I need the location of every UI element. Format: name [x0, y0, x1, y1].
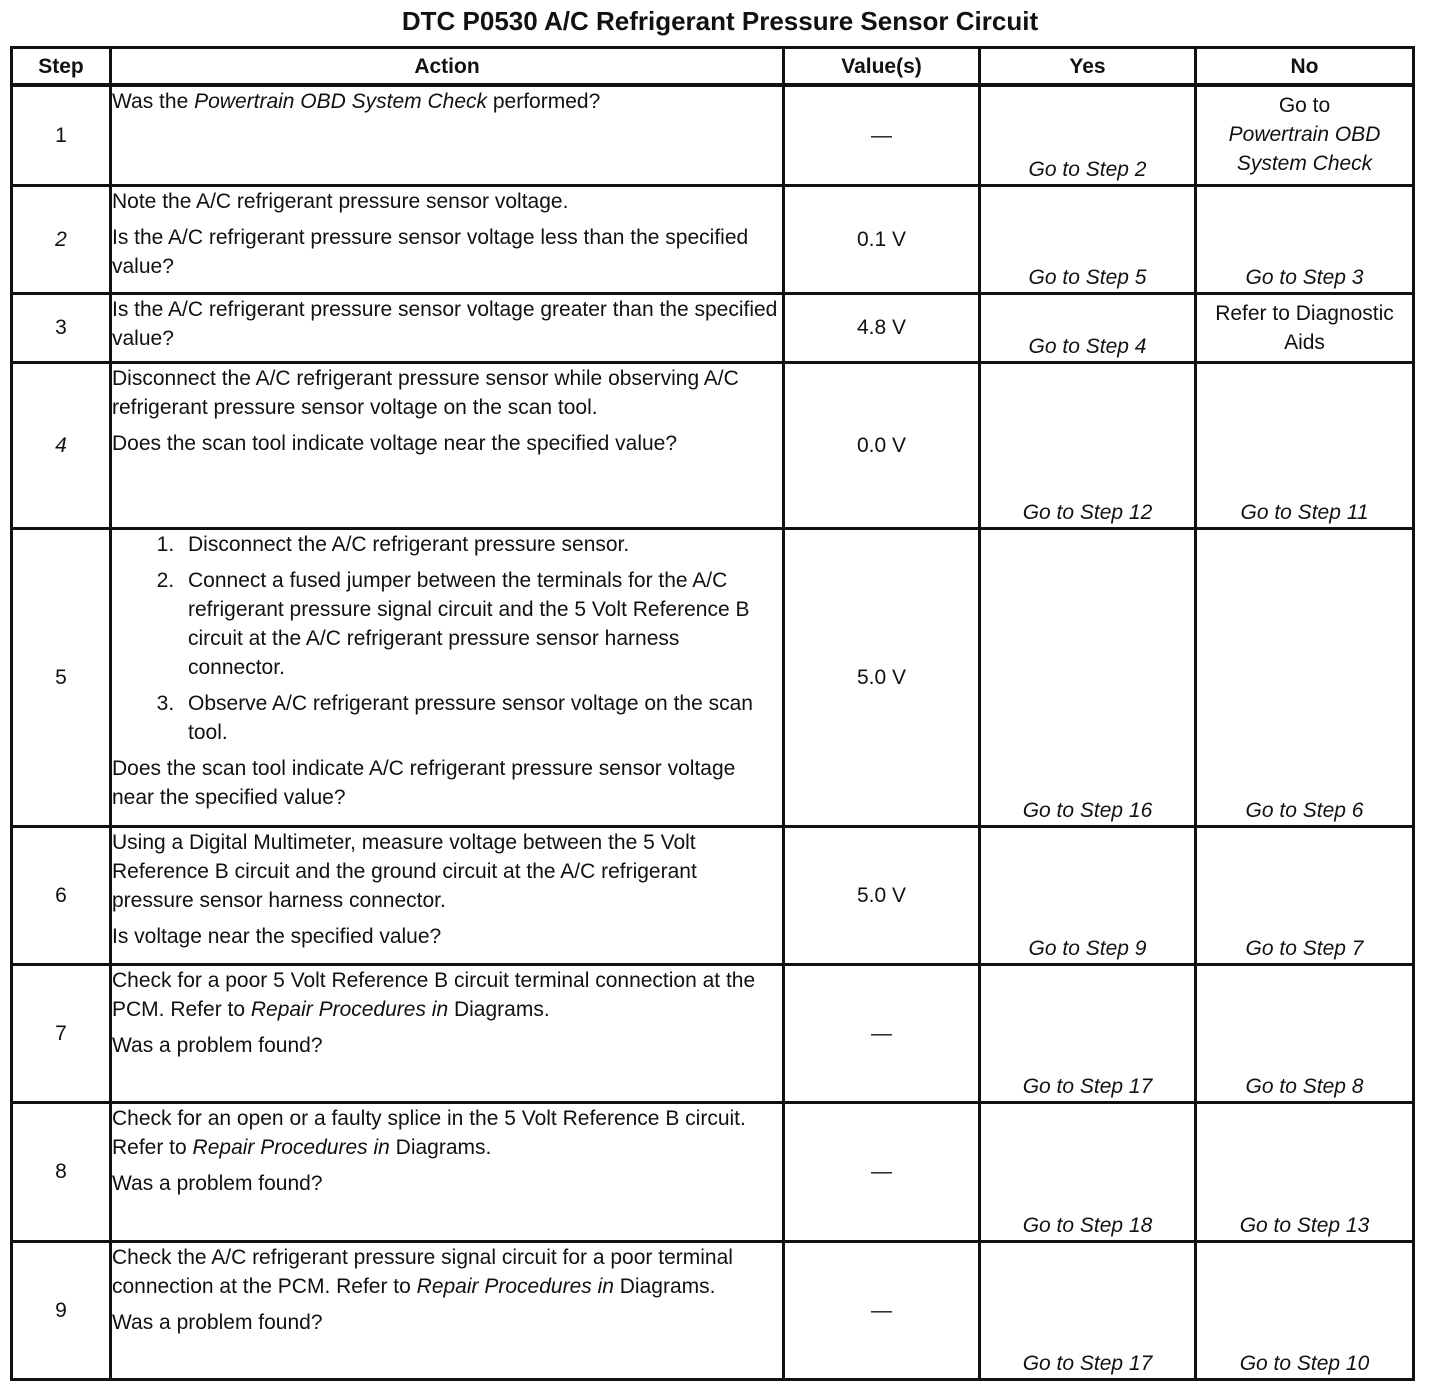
action-cell: [111, 185, 784, 293]
yes-cell: Go to Step 16: [980, 528, 1196, 826]
table-row: [12, 85, 1414, 185]
value-cell: 4.8 V: [784, 293, 980, 362]
action-text: Using a Digital Multimeter, measure voltage between the 5 Volt Reference B circuit and the ground circuit at the A/C refrigerant pressure sensor harness connector.: [112, 830, 697, 912]
action-cell: [111, 964, 784, 1102]
action-text: Was the: [112, 90, 195, 113]
step-number: 1: [12, 85, 111, 185]
action-cell: [111, 362, 784, 528]
no-cell: Go to Step 11: [1196, 362, 1414, 528]
action-reference: Repair Procedures in: [192, 1135, 390, 1159]
action-reference: Repair Procedures in: [250, 997, 449, 1021]
action-cell: [111, 85, 784, 185]
action-cell: [111, 1241, 784, 1379]
yes-cell: Go to Step 17: [980, 1241, 1196, 1379]
no-cell: Go to Step 13: [1196, 1102, 1414, 1241]
action-question: Is voltage near the specified value?: [112, 924, 442, 948]
column-header-yes: Yes: [980, 48, 1196, 86]
page-title: DTC P0530 A/C Refrigerant Pressure Sensor Circuit: [401, 6, 1039, 36]
step-number: 5: [12, 528, 111, 826]
no-cell: Refer to Diagnostic Aids: [1196, 293, 1414, 362]
table-row: [12, 1241, 1414, 1379]
action-text: Check for an open or a faulty splice in the 5 Volt Reference B circuit. Refer to: [112, 1106, 746, 1159]
action-question: Was a problem found?: [112, 1033, 323, 1057]
action-reference: Repair Procedures in: [416, 1274, 614, 1298]
action-question: Does the scan tool indicate voltage near the specified value?: [112, 431, 678, 455]
action-question: Is the A/C refrigerant pressure sensor voltage greater than the specified value?: [112, 297, 778, 350]
action-text: Diagrams.: [389, 1135, 492, 1159]
action-cell: [111, 293, 784, 362]
column-header-no: No: [1196, 48, 1414, 86]
step-number: 4: [12, 362, 111, 528]
no-cell: Go to Step 10: [1196, 1241, 1414, 1379]
step-number: 8: [12, 1102, 111, 1241]
action-text: Diagrams.: [448, 997, 550, 1021]
header-row: [12, 48, 1414, 86]
no-reference: Powertrain OBD System Check: [1228, 123, 1381, 175]
substep-item: 2. Connect a fused jumper between the terminals for the A/C refrigerant pressure signal circuit and the 5 Volt Reference B circuit at the A/C refrigerant pressure sensor harness connector.: [180, 566, 782, 682]
step-number: 3: [12, 293, 111, 362]
action-reference: Powertrain OBD System Check: [194, 90, 488, 113]
action-question: Is the A/C refrigerant pressure sensor voltage less than the specified value?: [112, 225, 749, 278]
value-cell: —: [784, 1102, 980, 1241]
column-header-step: Step: [12, 48, 111, 86]
table-row: [12, 185, 1414, 293]
yes-cell: Go to Step 5: [980, 185, 1196, 293]
column-header-value: Value(s): [784, 48, 980, 86]
value-cell: 0.0 V: [784, 362, 980, 528]
substep-item: 3. Observe A/C refrigerant pressure sensor voltage on the scan tool.: [180, 689, 782, 747]
yes-cell: Go to Step 18: [980, 1102, 1196, 1241]
step-number: 9: [12, 1241, 111, 1379]
action-cell: [111, 528, 784, 826]
no-cell: Go to Step 3: [1196, 185, 1414, 293]
action-question: Was a problem found?: [112, 1310, 323, 1334]
action-cell: [111, 826, 784, 964]
value-cell: —: [784, 1241, 980, 1379]
table-row: [12, 362, 1414, 528]
action-text: Check for a poor 5 Volt Reference B circuit terminal connection at the PCM. Refer to: [112, 968, 756, 1021]
value-cell: 0.1 V: [784, 185, 980, 293]
action-text: Note the A/C refrigerant pressure sensor voltage.: [112, 189, 569, 213]
action-text: Diagrams.: [613, 1274, 716, 1298]
value-cell: 5.0 V: [784, 826, 980, 964]
no-cell: Go to Step 8: [1196, 964, 1414, 1102]
value-cell: —: [784, 85, 980, 185]
no-lead-text: Go to: [1278, 94, 1331, 117]
no-cell: [1196, 85, 1414, 185]
substep-list: [112, 530, 782, 747]
column-header-action: Action: [111, 48, 784, 86]
action-question: Was a problem found?: [112, 1171, 323, 1195]
yes-cell: Go to Step 17: [980, 964, 1196, 1102]
no-cell: Go to Step 6: [1196, 528, 1414, 826]
table-row: [12, 964, 1414, 1102]
yes-cell: Go to Step 2: [980, 85, 1196, 185]
table-row: [12, 826, 1414, 964]
value-cell: 5.0 V: [784, 528, 980, 826]
step-number: 7: [12, 964, 111, 1102]
action-question: Does the scan tool indicate A/C refrigerant pressure sensor voltage near the specified value?: [112, 756, 736, 809]
action-text: performed?: [487, 90, 601, 113]
value-cell: —: [784, 964, 980, 1102]
yes-cell: Go to Step 9: [980, 826, 1196, 964]
substep-item: 1. Disconnect the A/C refrigerant pressure sensor.: [180, 530, 782, 559]
yes-cell: Go to Step 4: [980, 293, 1196, 362]
table-row: [12, 293, 1414, 362]
no-cell: Go to Step 7: [1196, 826, 1414, 964]
diagnostic-table: [10, 46, 1415, 1381]
step-number: 2: [12, 185, 111, 293]
table-row: [12, 528, 1414, 826]
action-cell: [111, 1102, 784, 1241]
table-row: [12, 1102, 1414, 1241]
action-text: Disconnect the A/C refrigerant pressure sensor while observing A/C refrigerant pressure sensor voltage on the scan tool.: [112, 366, 739, 419]
step-number: 6: [12, 826, 111, 964]
yes-cell: Go to Step 12: [980, 362, 1196, 528]
action-text: Check the A/C refrigerant pressure signal circuit for a poor terminal connection at the PCM. Refer to: [112, 1245, 733, 1298]
